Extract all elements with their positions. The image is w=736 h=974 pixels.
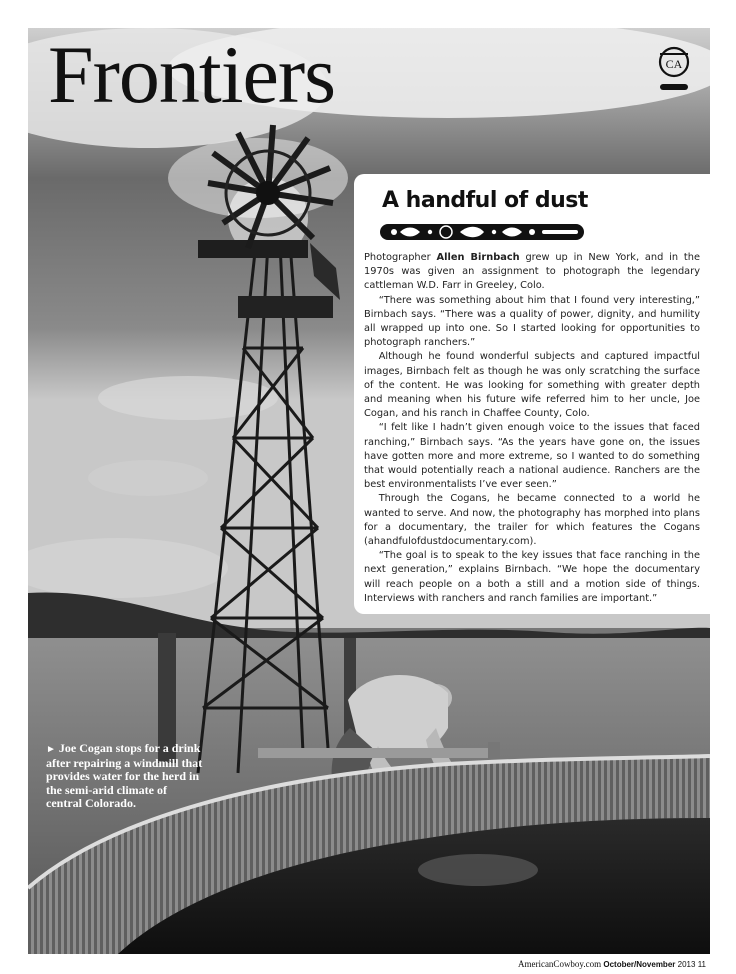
article-paragraph: “The goal is to speak to the key issues that face ranching in the next generation,” explains Birnbach. “We hope the documentary will reach people on a both a still and a motion side of things. Interviews with ranchers and ranch families are important.”	[364, 550, 700, 604]
article-paragraph	[364, 251, 700, 294]
paragraph-lead: Photographer	[364, 252, 437, 263]
article-headline: A handful of dust	[382, 188, 588, 213]
logo-letters: CA	[665, 57, 683, 71]
footer-issue: October/November	[603, 960, 676, 969]
page-footer	[518, 959, 706, 969]
caption-text: Joe Cogan stops for a drink after repairing a windmill that provides water for the herd in the semi-arid climate of central Colorado.	[46, 741, 203, 811]
ca-logo-icon	[654, 44, 694, 96]
paragraph-rest: grew up in New York, and in the 1970s was given an assignment to photograph the legendary cattleman W.D. Farr in Greeley, Colo.	[364, 252, 700, 292]
article-card	[354, 174, 710, 614]
caption-arrow-icon: ►	[46, 744, 56, 755]
article-paragraph: Although he found wonderful subjects and captured impactful images, Birnbach felt as though he was only scratching the surface of the content. He was looking for something with greater depth and meaning when his future wife referred him to her uncle, Joe Cogan, and his ranch in Chaffee County, Colo.	[364, 351, 700, 420]
footer-year: 2013	[677, 960, 696, 969]
photographer-name: Allen Birnbach	[436, 252, 520, 263]
article-paragraph: Through the Cogans, he became connected to a world he wanted to serve. And now, the photography has morphed into plans for a documentary, the trailer for which features the Cogans (ahandfulofdustdocumentary.com).	[364, 493, 700, 548]
article-paragraph: “There was something about him that I found very interesting,” Birnbach says. “There was a quality of power, dignity, and humility all wrapped up into one. So I started looking for opportunities to photograph ranchers.”	[364, 294, 700, 349]
ornament-divider-icon	[380, 223, 584, 241]
section-title: Frontiers	[48, 29, 336, 120]
photo-caption	[46, 742, 204, 811]
footer-site: AmericanCowboy.com	[517, 959, 602, 969]
article-paragraph: “I felt like I hadn’t given enough voice to the issues that faced ranching,” Birnbach says. “As the years have gone on, the issues have gotten more and more extreme, so I wanted to do something that would potentially reach a national audience. Ranchers are the best environmentalists I’ve ever seen.”	[364, 422, 700, 491]
page-number: 11	[697, 960, 706, 969]
article-body	[364, 251, 700, 606]
